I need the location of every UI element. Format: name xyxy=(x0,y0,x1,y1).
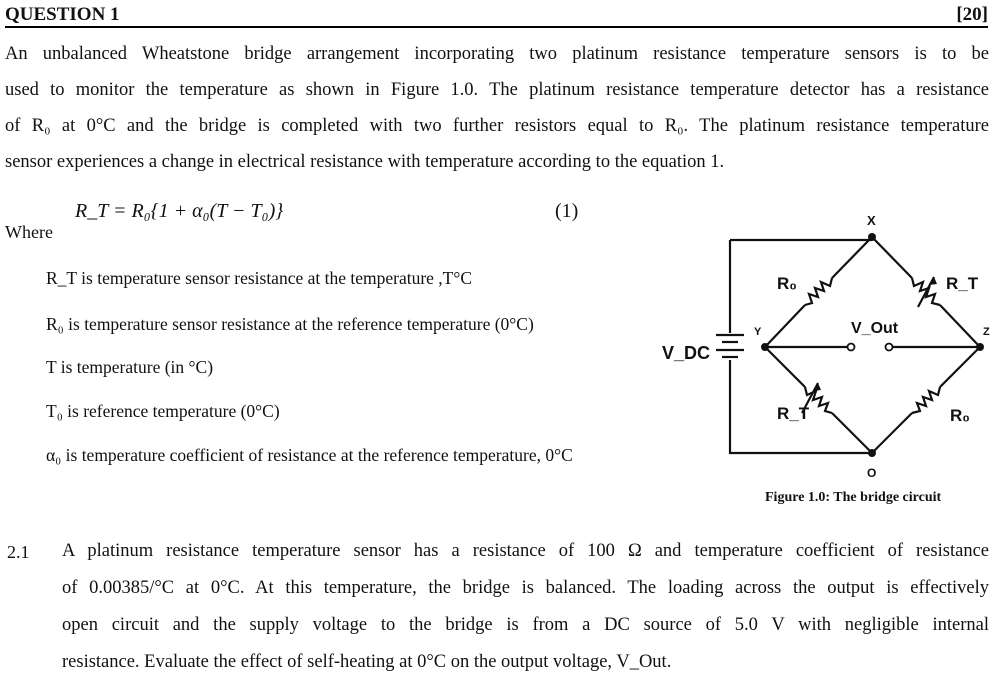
question-marks: [20] xyxy=(956,4,988,25)
resistor-label-bottom-right: R₀ xyxy=(950,406,970,425)
bridge-circuit-diagram xyxy=(650,205,990,490)
output-label: V_Out xyxy=(851,320,899,337)
question-number: 2.1 xyxy=(7,542,30,562)
resistor-bottom-right xyxy=(912,387,940,413)
resistor-top-left xyxy=(805,278,832,305)
node-label-o: O xyxy=(867,466,877,480)
definition-item: T is temperature (in °C) xyxy=(46,357,214,377)
definition-item: R_T is temperature sensor resistance at the temperature ,T°C xyxy=(46,268,473,288)
node-y xyxy=(761,343,769,351)
definition-item: R₀ is temperature sensor resistance at the reference temperature (0°C) xyxy=(46,314,534,334)
definition-item: α₀ is temperature coefficient of resistance at the reference temperature, 0°C xyxy=(46,445,573,465)
definition-item: T₀ is reference temperature (0°C) xyxy=(46,401,280,421)
equation-number: (1) xyxy=(555,200,579,222)
question-header xyxy=(5,4,988,28)
intro-line: of R₀ at 0°C and the bridge is completed with two further resistors equal to R₀. The platinum resistance temperature xyxy=(5,116,989,136)
question-line: A platinum resistance temperature sensor has a resistance of 100 Ω and temperature coefficient of resistance xyxy=(62,541,989,561)
question-line: open circuit and the supply voltage to the bridge is from a DC source of 5.0 V with negligible internal xyxy=(62,615,989,635)
intro-paragraph xyxy=(5,36,989,180)
where-label: Where xyxy=(5,222,53,242)
output-terminal xyxy=(848,344,855,351)
figure-caption: Figure 1.0: The bridge circuit xyxy=(765,490,942,505)
question-line: of 0.00385/°C at 0°C. At this temperature, the bridge is balanced. The loading across the output is effectively xyxy=(62,578,989,598)
resistor-label-top-left: R₀ xyxy=(777,274,797,293)
output-terminal xyxy=(886,344,893,351)
node-label-x: X xyxy=(867,213,876,228)
resistor-label-top-right: R_T xyxy=(946,274,979,293)
question-title: QUESTION 1 xyxy=(5,4,120,25)
question-text xyxy=(62,533,989,681)
equation: R_T = R₀{1 + α₀(T − T₀)} xyxy=(75,200,284,222)
node-label-z: Z xyxy=(983,326,990,338)
intro-line: An unbalanced Wheatstone bridge arrangement incorporating two platinum resistance temperature sensors is to be xyxy=(5,44,989,64)
source-label: V_DC xyxy=(662,343,711,363)
intro-line: sensor experiences a change in electrical resistance with temperature according to the equation 1. xyxy=(5,152,725,172)
resistor-label-bottom-left: R_T xyxy=(777,404,810,423)
node-o xyxy=(868,449,876,457)
node-x xyxy=(868,233,876,241)
intro-line: used to monitor the temperature as shown in Figure 1.0. The platinum resistance temperature detector has a resistance xyxy=(5,80,989,100)
node-label-y: Y xyxy=(754,326,762,338)
question-line: resistance. Evaluate the effect of self-heating at 0°C on the output voltage, V_Out. xyxy=(62,652,672,672)
node-z xyxy=(976,343,984,351)
